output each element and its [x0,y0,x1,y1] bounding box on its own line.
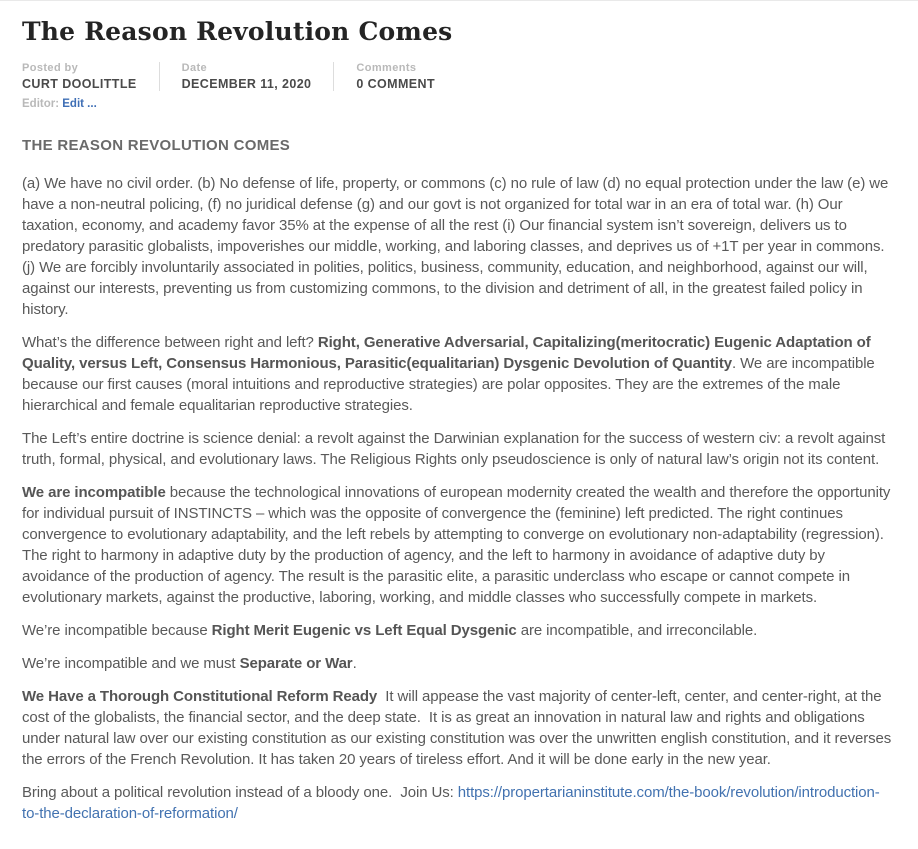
text-segment: Bring about a political revolution instead of a bloody one. Join Us: [22,783,458,801]
post-page [0,1,918,824]
meta-comments [356,62,457,91]
bold-segment: Right, Generative Adversarial, Capitalizing(meritocratic) Eugenic Adaptation of Quality, versus Left, Consensus Harmonious, Parasitic(equalitarian) Dysgenic Devolution of Quantity [22,333,871,372]
page-title: The Reason Revolution Comes [22,17,453,46]
text-segment: The Left’s entire doctrine is science denial: a revolt against the Darwinian explanation for the success of western civ: a revolt against truth, formal, physical, and evolutionary laws. The Religious Rights only pseudoscience is only of natural law’s origin not its content. [22,429,886,468]
text-segment: are incompatible, and irreconcilable. [516,621,758,639]
editor-label: Editor: [22,97,60,110]
post-meta [22,62,896,91]
paragraph-8 [22,782,896,824]
text-segment: . We are incompatible because our first causes (moral intuitions and reproductive strategies) are polar opposites. They are the extremes of the male hierarchical and female equalitarian reproductive strategies. [22,354,875,414]
comments-label: Comments [356,61,417,74]
text-segment: We’re incompatible because [22,621,212,639]
text-segment: . [352,654,357,672]
comment-count: 0 COMMENT [356,76,436,91]
meta-date [182,62,335,91]
text-segment: because the technological innovations of european modernity created the wealth and therefore the opportunity for individual pursuit of INSTINCTS – which was the opposite of convergence the (feminine) left predicted. The right continues convergence to evolutionary adaptability, and the left rebels by attempting to converge on evolutionary non-adaptability (regression). The right to harmony in adaptive duty by the production of agency, and the left to harmony in avoidance of adaptive duty by avoidance of the production of agency. The result is the parasitic elite, a parasitic underclass who escape or cannot compete in evolutionary markets, against the productive, laboring, working, and middle classes who successfully compete in markets. [22,483,891,606]
paragraph-3 [22,428,896,470]
author-name: CURT DOOLITTLE [22,76,137,91]
paragraph-1 [22,173,896,320]
text-segment: It will appease the vast majority of center-left, center, and center-right, at the cost of the globalists, the financial sector, and the deep state. It is as great an innovation in natural law and rights and obligations under natural law over our existing constitution as our existing constitution was over the unwritten english constitution, and it reverses the errors of the French Revolution. It has taken 20 years of tireless effort. And it will be done early in the new year. [22,687,892,768]
editor-row [22,98,896,110]
bold-segment: We are incompatible [22,483,166,501]
paragraph-4 [22,482,896,608]
join-us-link[interactable]: https://propertarianinstitute.com/the-book/revolution/introduction-to-the-declaration-of-reformation/ [22,783,880,822]
post-date: DECEMBER 11, 2020 [181,76,312,91]
article-heading: THE REASON REVOLUTION COMES [22,136,291,154]
text-segment: (a) We have no civil order. (b) No defense of life, property, or commons (c) no rule of law (d) no equal protection under the law (e) we have a non-neutral policing, (f) no juridical defense (g) and our govt is not organized for total war in an era of total war. (h) Our taxation, economy, and academy favor 35% at the expense of all the rest (i) Our financial system isn’t sovereign, delivers us to predatory parasitic globalists, impoverishes our middle, working, and laboring classes, and deprives us of +1T per year in commons. (j) We are forcibly involuntarily associated in polities, politics, business, community, education, and neighborhood, against our will, against our interests, preventing us from customizing commons, to the division and detriment of all, in the greatest failed policy in history. [22,174,889,318]
bold-segment: Separate or War [239,654,353,672]
bold-segment: Right Merit Eugenic vs Left Equal Dysgenic [211,621,517,639]
paragraph-6 [22,653,896,674]
paragraph-5 [22,620,896,641]
paragraph-7 [22,686,896,770]
text-segment: We’re incompatible and we must [22,654,240,672]
text-segment: What’s the difference between right and left? [22,333,318,351]
article-body [22,173,896,824]
date-label: Date [181,61,208,74]
bold-segment: We Have a Thorough Constitutional Reform Ready [22,687,378,705]
posted-by-label: Posted by [22,61,79,74]
meta-posted-by [22,62,160,91]
edit-post-link[interactable]: Edit ... [62,97,97,110]
paragraph-2 [22,332,896,416]
